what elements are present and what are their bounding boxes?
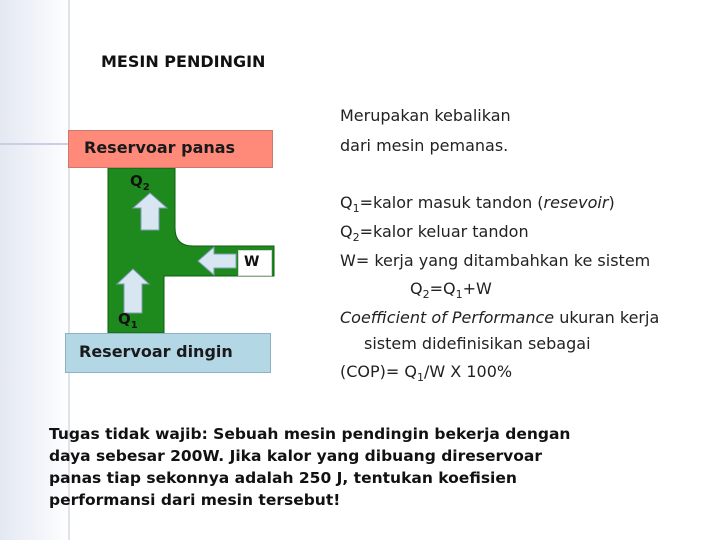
- q1-definition: $Q_1=kalor$ masuk tandon (resevoir): [340, 193, 615, 216]
- w-label: W: [244, 254, 260, 270]
- w-definition: W= kerja yang ditambahkan ke sistem: [340, 251, 651, 270]
- cop-description-line-2: sistem didefinisikan sebagai: [364, 334, 591, 353]
- intro-line-2: dari mesin pemanas.: [340, 136, 509, 155]
- cold-reservoir-label: Reservoar dingin: [79, 342, 233, 361]
- q1-label: $Q_1$: [118, 310, 138, 331]
- intro-line-1: Merupakan kebalikan: [340, 106, 511, 125]
- task-paragraph: [49, 423, 669, 511]
- task-line-4: performansi dari mesin tersebut!: [49, 491, 341, 509]
- hot-reservoir-label: Reservoar panas: [84, 138, 236, 157]
- energy-equation: $Q_2=Q_1+W$: [410, 279, 492, 302]
- q2-definition: $Q_2=kalor$ keluar tandon: [340, 222, 529, 245]
- task-line-2: daya sebesar 200W. Jika kalor yang dibuang direservoar: [49, 447, 543, 465]
- q2-label: $Q_2$: [130, 172, 150, 193]
- cop-formula: $(COP)= Q_1/W$ X 100%: [340, 362, 513, 385]
- task-line-3: panas tiap sekonnya adalah 250 J, tentukan koefisien: [49, 469, 517, 487]
- cop-description: Coefficient of Performance ukuran kerja: [340, 308, 660, 327]
- slide-title: MESIN PENDINGIN: [101, 52, 266, 71]
- task-line-1: Tugas tidak wajib: Sebuah mesin pendingin bekerja dengan: [49, 425, 571, 443]
